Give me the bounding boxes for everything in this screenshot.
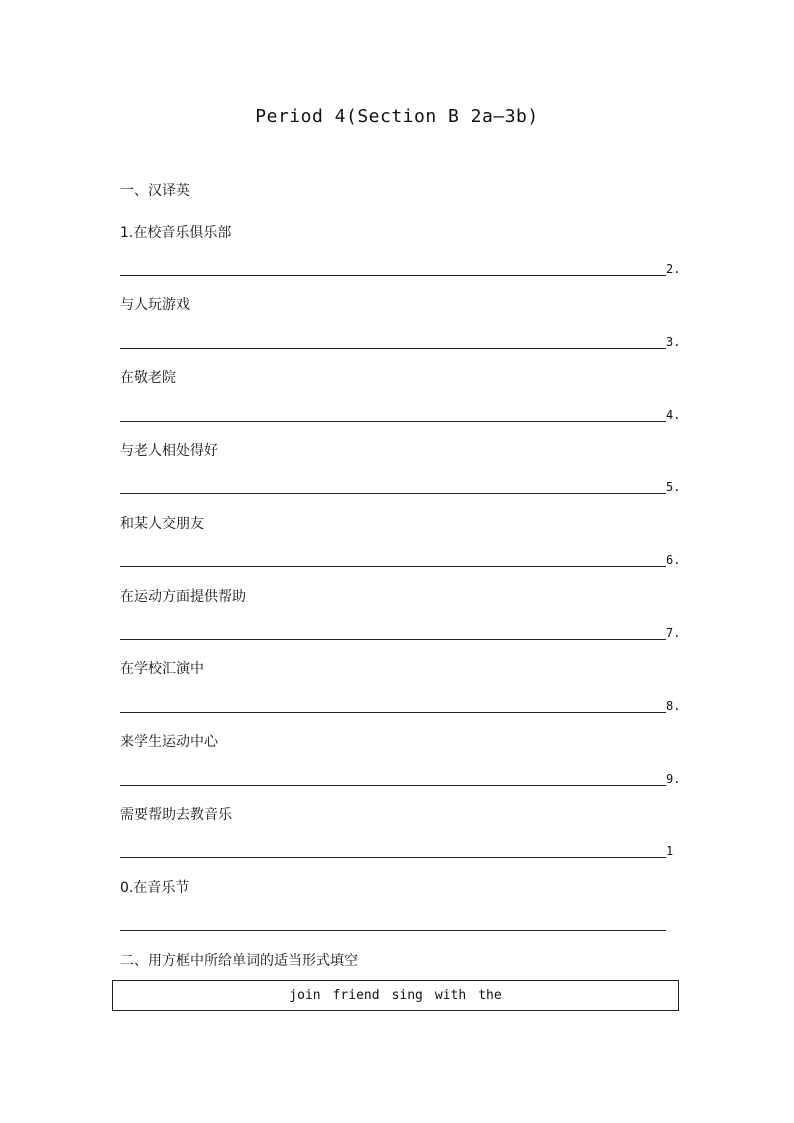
word-bank-item: the [478,988,502,1003]
word-bank-item: join [289,988,321,1003]
item-prompt-10: 0.在音乐节 [120,880,190,896]
answer-line-2[interactable] [120,348,666,349]
item-number-4: 4. [666,408,681,422]
word-bank-item: friend [332,988,380,1003]
word-bank-item: with [434,988,467,1003]
word-bank-box [112,980,679,1011]
item-prompt-7: 在学校汇演中 [120,661,204,677]
item-prompt-1: 1.在校音乐俱乐部 [120,225,232,241]
item-prompt-4: 与老人相处得好 [120,443,218,459]
item-number-2: 2. [666,262,681,276]
item-prompt-6: 在运动方面提供帮助 [120,589,246,605]
answer-line-9[interactable] [120,857,666,858]
item-number-7: 7. [666,626,681,640]
answer-line-10[interactable] [120,930,666,931]
item-number-5: 5. [666,480,681,494]
answer-line-6[interactable] [120,639,666,640]
answer-line-1[interactable] [120,275,666,276]
page-title: Period 4(Section B 2a—3b) [255,106,539,127]
item-prompt-2: 与人玩游戏 [120,297,190,313]
item-prompt-3: 在敬老院 [120,370,176,386]
item-number-3: 3. [666,335,681,349]
answer-line-8[interactable] [120,785,666,786]
item-prompt-5: 和某人交朋友 [120,516,204,532]
item-prompt-9: 需要帮助去教音乐 [120,807,232,823]
answer-line-5[interactable] [120,566,666,567]
answer-line-4[interactable] [120,493,666,494]
item-number-6: 6. [666,553,681,567]
item-prompt-8: 来学生运动中心 [120,734,218,750]
item-number-9: 9. [666,772,681,786]
section-1-heading: 一、汉译英 [120,183,190,199]
section-2-heading: 二、用方框中所给单词的适当形式填空 [120,953,358,969]
item-number-8: 8. [666,699,681,713]
word-bank-item: sing [391,988,423,1003]
answer-line-7[interactable] [120,712,666,713]
answer-line-3[interactable] [120,421,666,422]
item-number-10-part: 1 [666,844,674,858]
